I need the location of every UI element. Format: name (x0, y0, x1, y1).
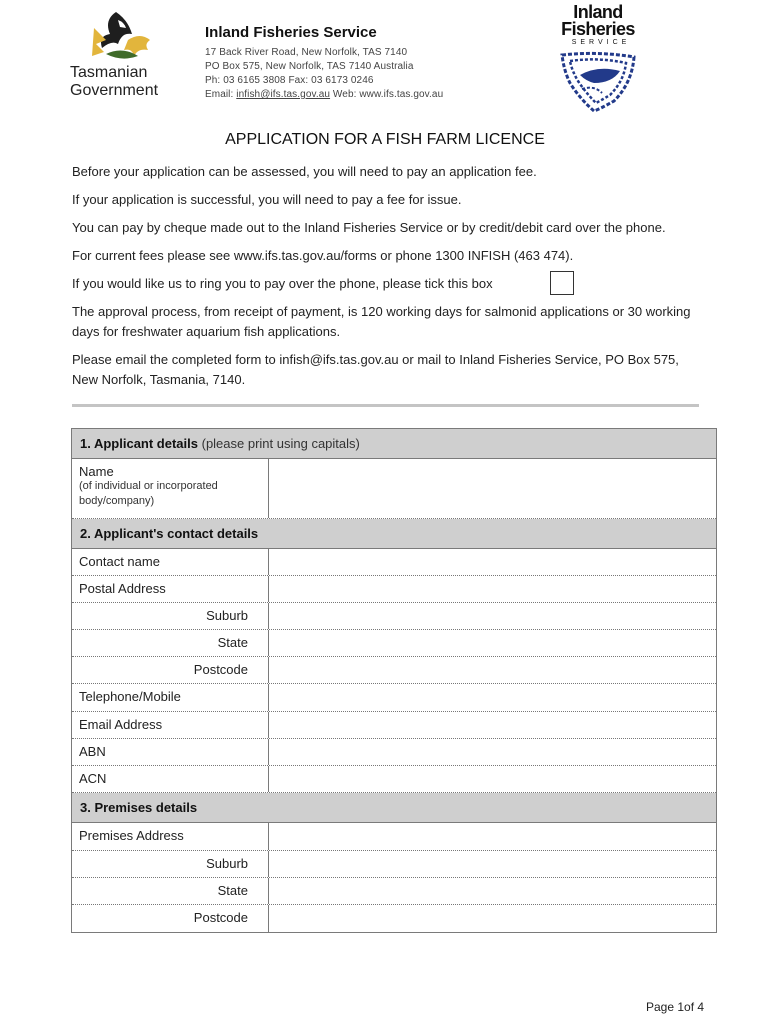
document-title: APPLICATION FOR A FISH FARM LICENCE (225, 131, 545, 148)
ifs-logo-word-2: Fisheries (561, 19, 635, 39)
postcode-label: Postcode (72, 657, 269, 683)
form-row-contact-name (72, 549, 716, 576)
tasmania-fish-emblem-icon (558, 49, 638, 113)
premises-postcode-label: Postcode (72, 905, 269, 932)
form-row-acn (72, 766, 716, 793)
tasmanian-government-logo (70, 10, 176, 108)
tas-logo-line2: Government (70, 82, 159, 99)
section-1-note: (please print using capitals) (198, 436, 360, 451)
section-1-heading (72, 429, 716, 459)
form-row-email (72, 712, 716, 739)
divider (72, 404, 699, 407)
form-row-premises-address (72, 823, 716, 851)
name-field[interactable] (269, 459, 716, 518)
page-number: Page 1of 4 (646, 1000, 705, 1014)
premises-state-field[interactable] (269, 878, 716, 904)
intro-paragraph-5 (72, 274, 702, 294)
email-label: Email Address (72, 712, 269, 738)
form-row-telephone (72, 684, 716, 712)
telephone-field[interactable] (269, 684, 716, 711)
intro-paragraph-4: For current fees please see www.ifs.tas.gov.au/forms or phone 1300 INFISH (463 474). (72, 248, 574, 263)
section-1-title: 1. Applicant details (80, 436, 198, 451)
suburb-label: Suburb (72, 603, 269, 629)
section-2-title: 2. Applicant's contact details (80, 526, 259, 541)
abn-field[interactable] (269, 739, 716, 765)
tasmanian-devil-emblem-icon (88, 10, 158, 64)
email-prefix: Email: (205, 89, 237, 100)
section-3-heading (72, 793, 716, 823)
ifs-logo-word-3: SERVICE (571, 39, 631, 46)
form-row-postal-address (72, 576, 716, 603)
phone-payment-checkbox[interactable] (550, 271, 574, 295)
premises-state-label: State (72, 878, 269, 904)
postal-address-label: Postal Address (72, 576, 269, 602)
section-2-heading (72, 519, 716, 549)
form-row-premises-suburb (72, 851, 716, 878)
email-web-line (205, 88, 443, 102)
inland-fisheries-logo (548, 4, 648, 116)
postcode-field[interactable] (269, 657, 716, 683)
acn-label: ACN (72, 766, 269, 792)
form-row-name (72, 459, 716, 519)
tas-logo-line1: Tasmanian (70, 64, 148, 81)
phone-fax-line: Ph: 03 6165 3808 Fax: 03 6173 0246 (205, 75, 374, 86)
intro-text (72, 162, 702, 398)
address-line-1: 17 Back River Road, New Norfolk, TAS 7140 (205, 47, 408, 58)
form-row-postcode (72, 657, 716, 684)
name-label (72, 459, 269, 518)
contact-name-field[interactable] (269, 549, 716, 575)
name-label-note: (of individual or incorporated body/company) (79, 480, 218, 507)
intro-paragraph-7: Please email the completed form to infish@ifs.tas.gov.au or mail to Inland Fisheries Service, PO Box 575, New Norfolk, Tasmania, 7140. (72, 352, 679, 387)
section-3-title: 3. Premises details (80, 800, 198, 815)
state-label: State (72, 630, 269, 656)
premises-postcode-field[interactable] (269, 905, 716, 932)
intro-paragraph-2: If your application is successful, you will need to pay a fee for issue. (72, 192, 462, 207)
organisation-name: Inland Fisheries Service (205, 24, 377, 41)
contact-name-label: Contact name (72, 549, 269, 575)
premises-suburb-label: Suburb (72, 851, 269, 877)
ifs-logo-word-1: Inland (573, 2, 623, 22)
email-field[interactable] (269, 712, 716, 738)
form-row-abn (72, 739, 716, 766)
web-address: Web: www.ifs.tas.gov.au (330, 89, 444, 100)
intro-paragraph-6: The approval process, from receipt of payment, is 120 working days for salmonid applications or 30 working days for freshwater aquarium fish applications. (72, 304, 691, 339)
premises-address-label: Premises Address (72, 823, 269, 850)
suburb-field[interactable] (269, 603, 716, 629)
form-row-premises-state (72, 878, 716, 905)
name-label-text: Name (79, 464, 114, 479)
premises-suburb-field[interactable] (269, 851, 716, 877)
intro-paragraph-3: You can pay by cheque made out to the Inland Fisheries Service or by credit/debit card over the phone. (72, 220, 666, 235)
email-link[interactable]: infish@ifs.tas.gov.au (236, 89, 331, 100)
acn-field[interactable] (269, 766, 716, 792)
telephone-label: Telephone/Mobile (72, 684, 269, 711)
form-row-state (72, 630, 716, 657)
intro-paragraph-1: Before your application can be assessed, you will need to pay an application fee. (72, 164, 537, 179)
address-line-2: PO Box 575, New Norfolk, TAS 7140 Australia (205, 61, 414, 72)
organisation-details (205, 24, 443, 102)
postal-address-field[interactable] (269, 576, 716, 602)
form-row-suburb (72, 603, 716, 630)
premises-address-field[interactable] (269, 823, 716, 850)
state-field[interactable] (269, 630, 716, 656)
application-form (71, 428, 717, 933)
tick-box-prompt: If you would like us to ring you to pay over the phone, please tick this box (72, 276, 493, 291)
abn-label: ABN (72, 739, 269, 765)
form-row-premises-postcode (72, 905, 716, 932)
